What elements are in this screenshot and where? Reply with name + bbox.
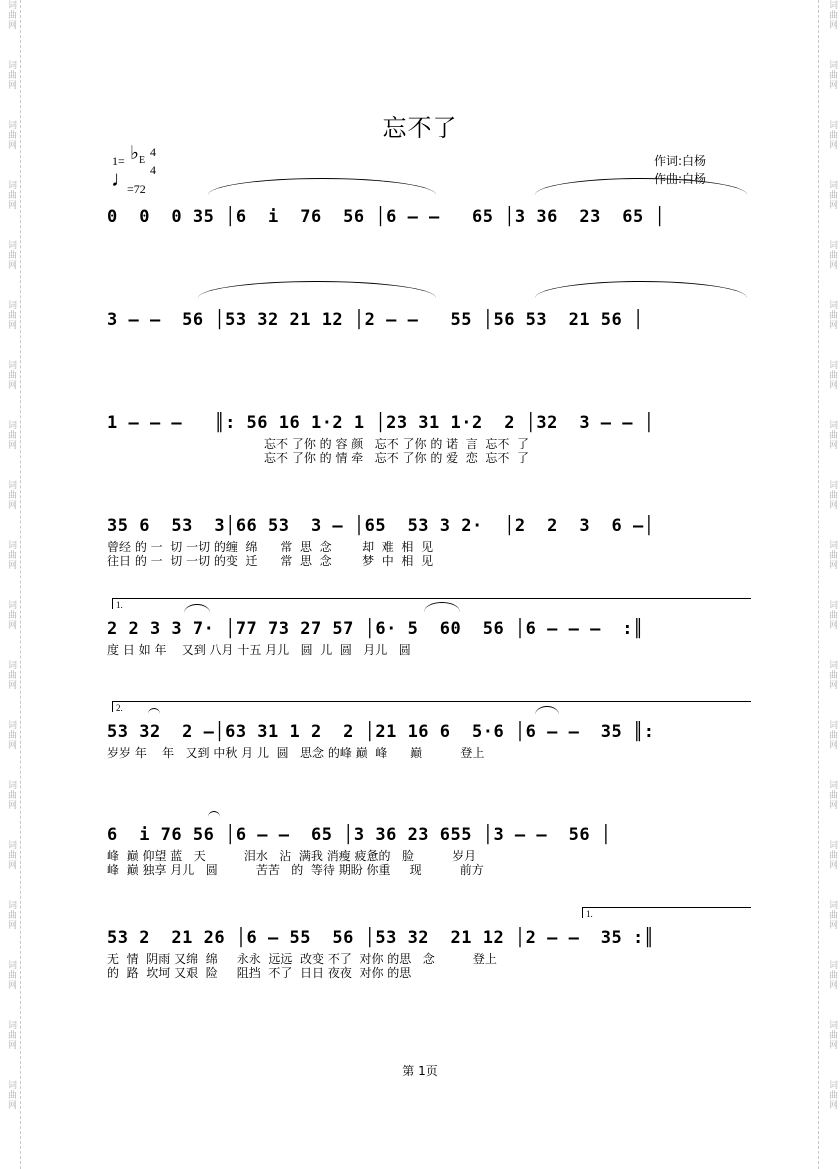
- notation-line: 1 — — — ║: 56 16 1·2 1 │23 31 1·2 2 │32 3 — — │: [107, 413, 655, 433]
- watermark-text: 词曲网: [827, 1020, 837, 1050]
- lyrics-verse-2: 峰 巅 独享 月儿 圆 苦苦 的 等待 期盼 你重 现 前方: [107, 863, 484, 877]
- notation-line: 2 2 3 3 7· │77 73 27 57 │6· 5 60 56 │6 — — — :║: [107, 619, 644, 639]
- watermark-text: 词曲网: [6, 900, 16, 930]
- flat-icon: ♭: [130, 143, 139, 164]
- watermark-text: 词曲网: [6, 240, 16, 270]
- watermark-text: 词曲网: [827, 840, 837, 870]
- left-edge-line: [20, 0, 21, 1169]
- notation-line: 35 6 53 3│66 53 3 — │65 53 3 2· │2 2 3 6 —│: [107, 516, 655, 536]
- watermark-text: 词曲网: [827, 780, 837, 810]
- watermark-text: 词曲网: [827, 0, 837, 30]
- notation-line: 6 i 76 56 │6 — — 65 │3 36 23 655 │3 — — 56 │: [107, 825, 612, 845]
- notation-line: 0 0 0 35 │6 i 76 56 │6 — — 65 │3 36 23 65 │: [107, 207, 666, 227]
- phrase-slur: [208, 178, 436, 195]
- lyrics-verse-1: 度 日 如 年 又到 八月 十五 月儿 圆 儿 圆 月儿 圆: [107, 643, 411, 657]
- second-ending-bracket: [112, 701, 751, 712]
- watermark-text: 词曲网: [6, 960, 16, 990]
- first-ending-label: 1.: [116, 600, 123, 610]
- song-title: 忘不了: [382, 114, 458, 142]
- watermark-text: 词曲网: [827, 360, 837, 390]
- watermark-text: 词曲网: [827, 900, 837, 930]
- watermark-text: 词曲网: [6, 480, 16, 510]
- watermark-text: 词曲网: [827, 720, 837, 750]
- watermark-text: 词曲网: [6, 1020, 16, 1050]
- note-slur: [208, 811, 220, 817]
- watermark-text: 词曲网: [6, 120, 16, 150]
- page-number: 第 1页: [402, 1064, 438, 1078]
- watermark-text: 词曲网: [827, 120, 837, 150]
- lyrics-verse-2: 往日 的 一 切 一切 的变 迁 常 思 念 梦 中 相 见: [107, 554, 434, 568]
- watermark-text: 词曲网: [6, 720, 16, 750]
- composer-credit: 作曲:白杨: [654, 172, 707, 186]
- watermark-text: 词曲网: [6, 840, 16, 870]
- watermark-text: 词曲网: [6, 780, 16, 810]
- phrase-slur: [535, 281, 747, 298]
- notation-line: 53 32 2 —│63 31 1 2 2 │21 16 6 5·6 │6 — — 35 ║:: [107, 722, 655, 742]
- lyricist-credit: 作词:白杨: [654, 154, 707, 168]
- watermark-text: 词曲网: [827, 600, 837, 630]
- watermark-text: 词曲网: [827, 420, 837, 450]
- lyrics-verse-2: 忘不 了你 的 情 牵 忘不 了你 的 爱 恋 忘不 了: [264, 451, 530, 465]
- lyrics-verse-1: 岁岁 年 年 又到 中秋 月 儿 圆 思念 的峰 巅 峰 巅 登上: [107, 746, 485, 760]
- time-signature-top: 4: [150, 145, 156, 159]
- key-prefix: 1=: [112, 154, 125, 168]
- right-watermark-column: [824, 0, 838, 1169]
- watermark-text: 词曲网: [6, 1080, 16, 1110]
- watermark-text: 词曲网: [6, 360, 16, 390]
- watermark-text: 词曲网: [827, 300, 837, 330]
- watermark-text: 词曲网: [6, 540, 16, 570]
- watermark-text: 词曲网: [6, 660, 16, 690]
- watermark-text: 词曲网: [827, 540, 837, 570]
- quarter-note-icon: ♩: [111, 166, 133, 191]
- left-watermark-column: [3, 0, 17, 1169]
- phrase-slur: [198, 281, 436, 298]
- watermark-text: 词曲网: [6, 0, 16, 30]
- time-signature-bottom: 4: [150, 163, 156, 177]
- watermark-text: 词曲网: [827, 660, 837, 690]
- watermark-text: 词曲网: [827, 240, 837, 270]
- watermark-text: 词曲网: [6, 180, 16, 210]
- notation-line: 3 — — 56 │53 32 21 12 │2 — — 55 │56 53 21 56 │: [107, 310, 644, 330]
- watermark-text: 词曲网: [6, 420, 16, 450]
- watermark-text: 词曲网: [6, 60, 16, 90]
- watermark-text: 词曲网: [827, 60, 837, 90]
- first-ending-bracket: [112, 598, 751, 609]
- watermark-text: 词曲网: [827, 480, 837, 510]
- lyrics-verse-1: 无 情 阴雨 又绵 绵 永永 远远 改变 不了 对你 的思 念 登上: [107, 952, 497, 966]
- phrase-slur: [535, 178, 747, 195]
- lyrics-verse-2: 的 路 坎坷 又艰 险 阻挡 不了 日日 夜夜 对你 的思: [107, 966, 412, 980]
- lyrics-verse-1: 忘不 了你 的 容 颜 忘不 了你 的 诺 言 忘不 了: [264, 437, 530, 451]
- watermark-text: 词曲网: [827, 960, 837, 990]
- key-note: E: [139, 155, 146, 166]
- tempo-value: =72: [127, 182, 146, 196]
- right-edge-line: [818, 0, 819, 1169]
- watermark-text: 词曲网: [827, 1080, 837, 1110]
- watermark-text: 词曲网: [6, 300, 16, 330]
- watermark-text: 词曲网: [6, 600, 16, 630]
- first-ending-bracket: [582, 907, 751, 918]
- lyrics-verse-1: 峰 巅 仰望 蓝 天 泪水 沾 满我 消瘦 疲惫的 脸 岁月: [107, 849, 477, 863]
- second-ending-label: 2.: [116, 703, 123, 713]
- notation-line: 53 2 21 26 │6 — 55 56 │53 32 21 12 │2 — — 35 :║: [107, 928, 655, 948]
- lyrics-verse-1: 曾经 的 一 切 一切 的缠 绵 常 思 念 却 难 相 见: [107, 540, 434, 554]
- first-ending-label: 1.: [586, 909, 593, 919]
- watermark-text: 词曲网: [827, 180, 837, 210]
